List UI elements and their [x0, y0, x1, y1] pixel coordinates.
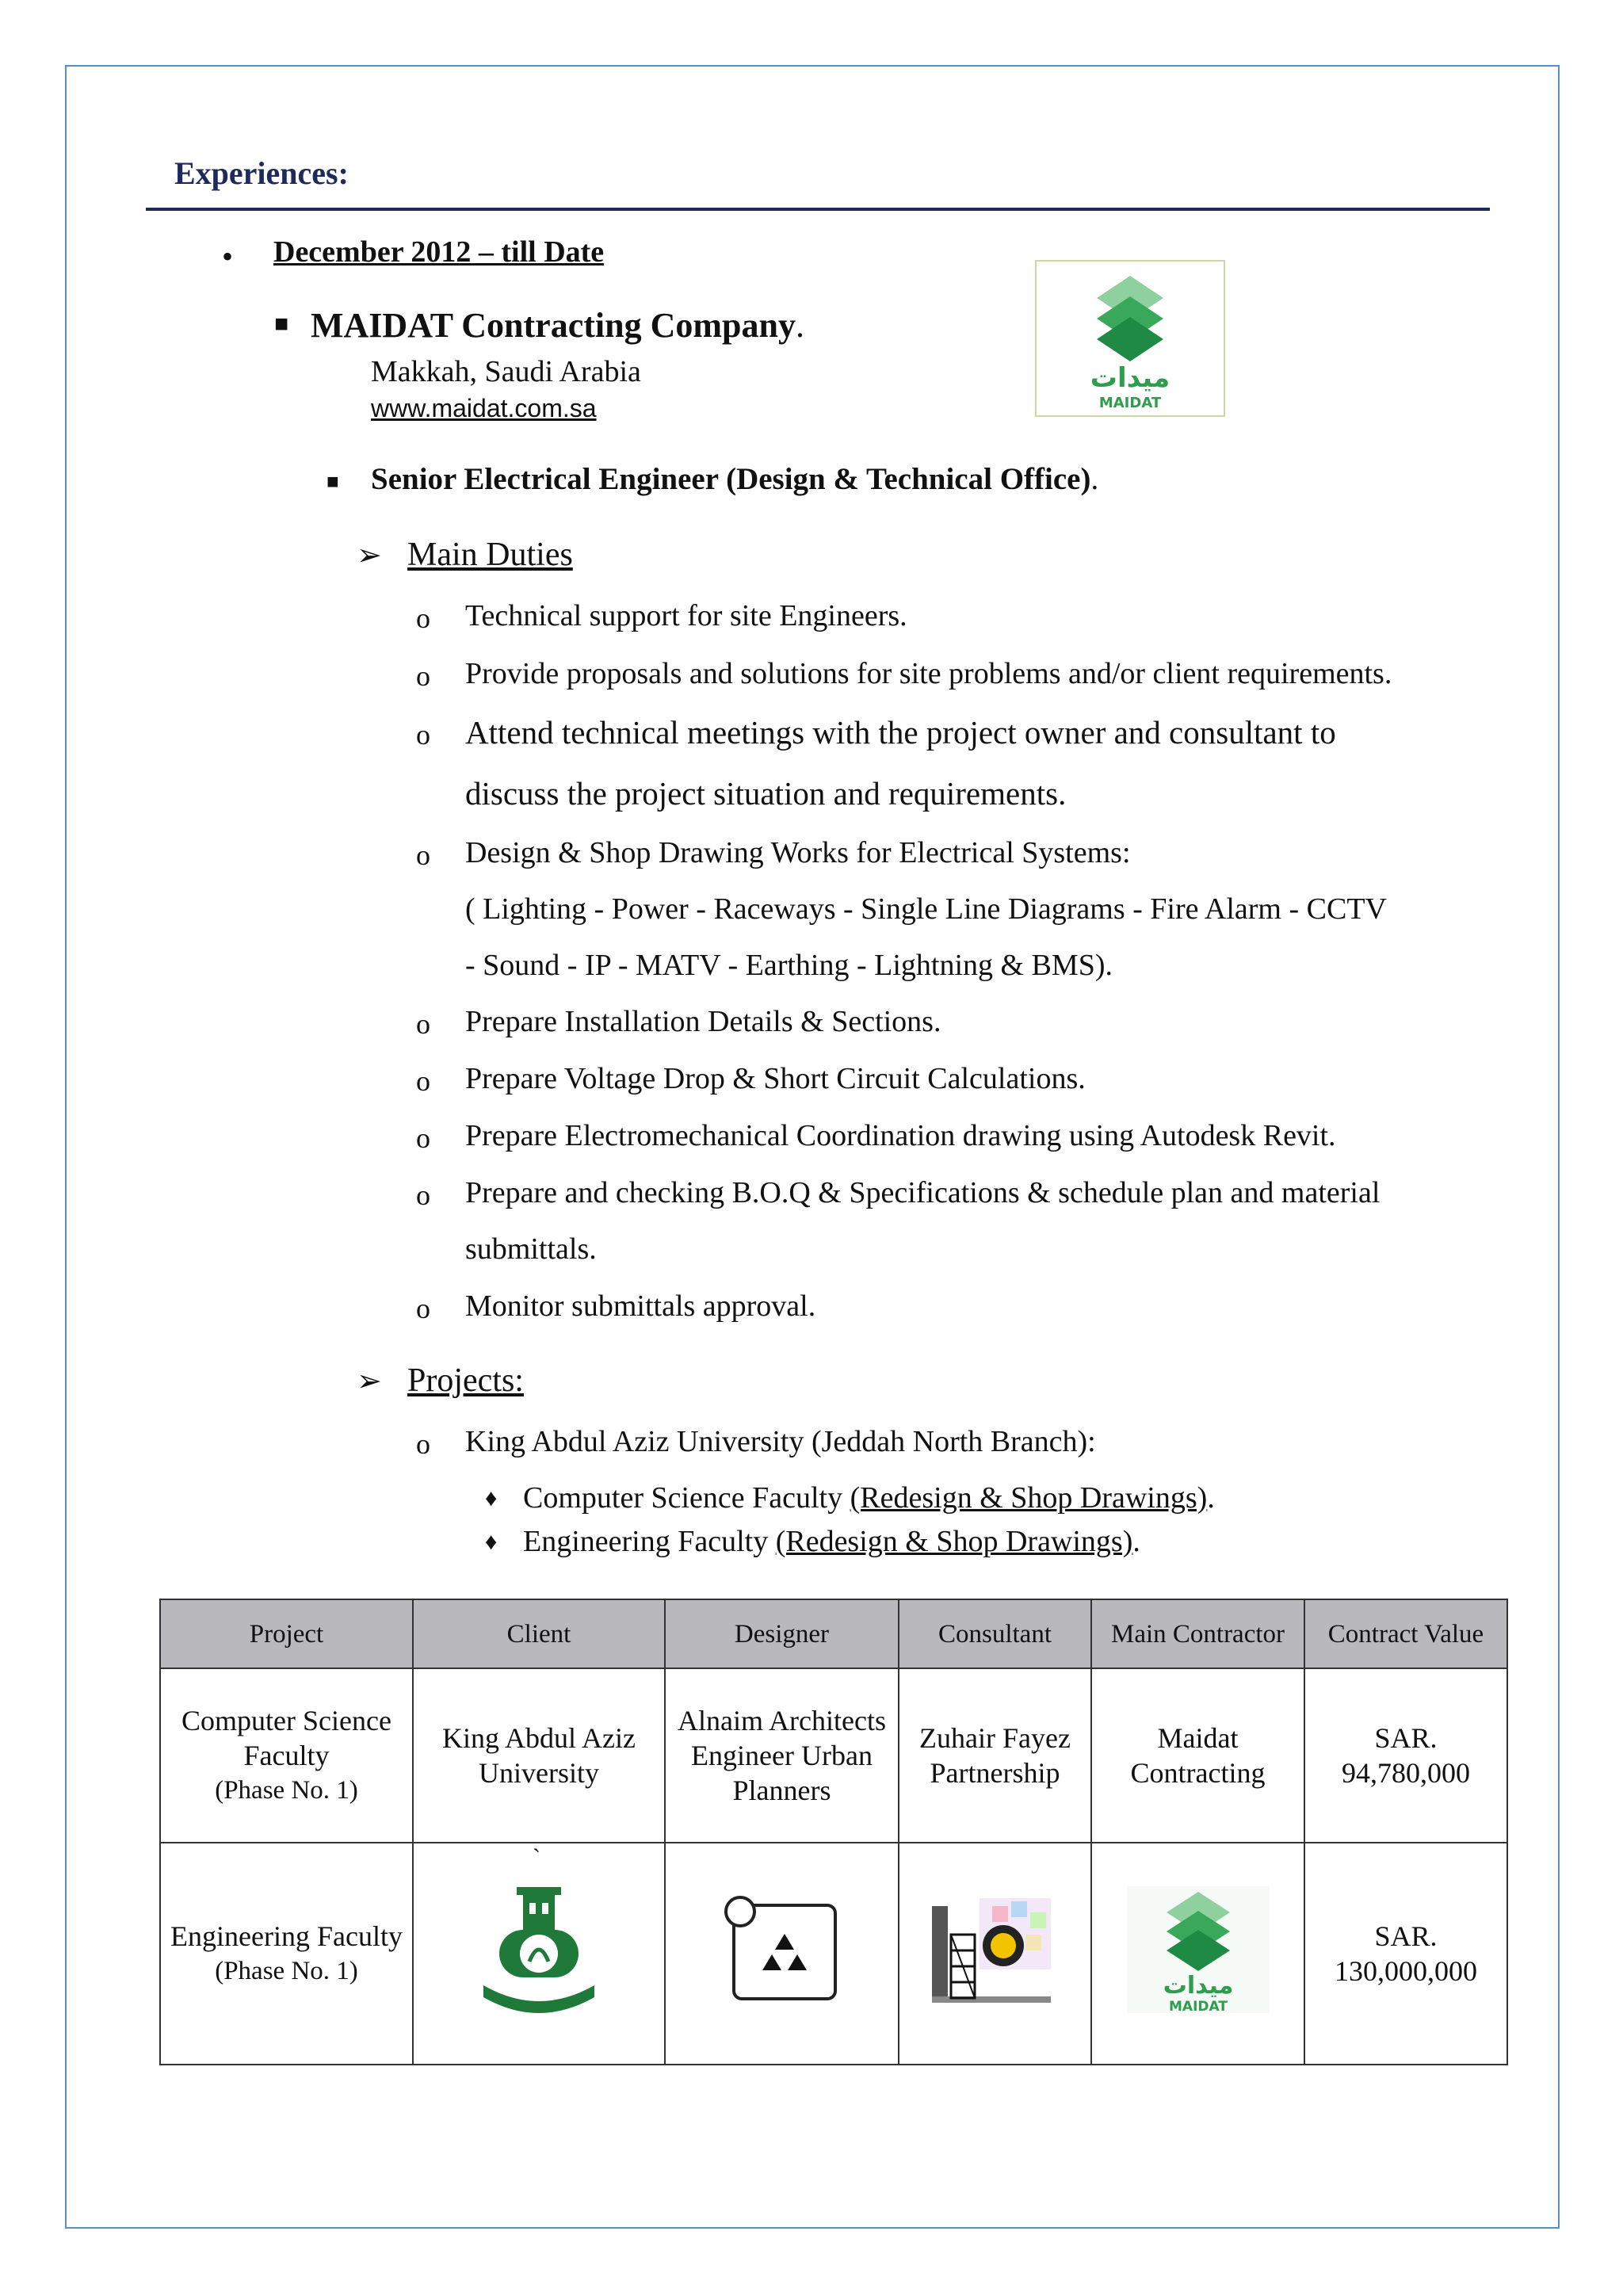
column-header: Client: [413, 1599, 665, 1668]
logo-arabic-text: ميدات: [1090, 362, 1170, 394]
diamond-bullet-icon: ♦: [485, 1485, 498, 1511]
client-logo-cell: [413, 1843, 665, 2065]
maidat-table-logo: [1123, 1882, 1274, 2017]
svg-text:ميدات: ميدات: [1163, 1972, 1233, 2000]
table-row: [160, 1843, 1507, 2065]
circle-bullet-icon: o: [416, 1122, 430, 1154]
table-row: [160, 1668, 1507, 1843]
maidat-logo-graphic: [1037, 262, 1224, 415]
contractor-cell: Maidat Contracting: [1091, 1668, 1304, 1843]
company-name-line: [311, 305, 804, 346]
column-header: Contract Value: [1304, 1599, 1507, 1668]
duty-item-continued: discuss the project situation and requirements.: [465, 775, 1067, 812]
column-header: Designer: [665, 1599, 899, 1668]
circle-bullet-icon: o: [416, 1065, 430, 1097]
section-divider: [146, 208, 1490, 211]
project-sub-item: Computer Science Faculty (Redesign & Shop Drawings).: [523, 1481, 1215, 1515]
duty-item: Provide proposals and solutions for site problems and/or client requirements.: [465, 657, 1392, 690]
company-location: Makkah, Saudi Arabia: [371, 355, 641, 388]
company-name: MAIDAT Contracting Company: [311, 306, 796, 345]
circle-bullet-icon: o: [416, 1008, 430, 1040]
circle-bullet-icon: o: [416, 1428, 430, 1460]
circle-bullet-icon: o: [416, 1179, 430, 1211]
consultant-logo-cell: [899, 1843, 1091, 2065]
diamond-bullet-icon: ♦: [485, 1529, 498, 1555]
duty-item: Prepare Installation Details & Sections.: [465, 1005, 941, 1038]
square-bullet-icon: ■: [274, 311, 289, 337]
stray-mark: `: [533, 1844, 540, 1870]
projects-heading: Projects:: [407, 1362, 524, 1399]
designer-cell: Alnaim Architects Engineer Urban Planners: [665, 1668, 899, 1843]
section-title: Experiences:: [174, 155, 349, 191]
contractor-logo-cell: [1091, 1843, 1304, 2065]
circle-bullet-icon: o: [416, 719, 430, 751]
square-bullet-icon: ■: [327, 470, 339, 493]
consultant-cell: Zuhair Fayez Partnership: [899, 1668, 1091, 1843]
logo-text: MAIDAT: [1098, 395, 1162, 411]
company-suffix: .: [795, 306, 804, 345]
circle-bullet-icon: o: [416, 1293, 430, 1324]
project-sub-item: Engineering Faculty (Redesign & Shop Drawings).: [523, 1525, 1140, 1558]
svg-text:MAIDAT: MAIDAT: [1168, 1999, 1228, 2015]
bullet-dot-icon: •: [222, 239, 234, 274]
duty-item: Prepare Electromechanical Coordination drawing using Autodesk Revit.: [465, 1119, 1336, 1152]
duty-item: Design & Shop Drawing Works for Electrical Systems:: [465, 836, 1131, 869]
table-header-row: [160, 1599, 1507, 1668]
client-cell: King Abdul Aziz University: [413, 1668, 665, 1843]
projects-table: [159, 1599, 1508, 2065]
designer-logo-cell: [665, 1843, 899, 2065]
job-position: Senior Electrical Engineer (Design & Technical Office): [371, 462, 1091, 496]
circle-bullet-icon: o: [416, 839, 430, 871]
circle-bullet-icon: o: [416, 660, 430, 692]
consultant-logo: [924, 1890, 1067, 2009]
column-header: Main Contractor: [1091, 1599, 1304, 1668]
circle-bullet-icon: o: [416, 602, 430, 634]
job-date-range: December 2012 – till Date: [273, 235, 605, 269]
value-cell: SAR. 94,780,000: [1304, 1668, 1507, 1843]
duty-item: Prepare and checking B.O.Q & Specifications & schedule plan and material: [465, 1176, 1381, 1209]
column-header: Consultant: [899, 1599, 1091, 1668]
project-cell: Engineering Faculty (Phase No. 1): [160, 1843, 413, 2065]
duty-item: Technical support for site Engineers.: [465, 599, 907, 632]
duty-item-continued: ( Lighting - Power - Raceways - Single Line Diagrams - Fire Alarm - CCTV: [465, 892, 1387, 926]
designer-logo: [723, 1894, 842, 2005]
company-website[interactable]: www.maidat.com.sa: [371, 394, 597, 422]
maidat-logo: [1035, 260, 1225, 417]
job-position-line: [371, 461, 1098, 497]
value-cell: SAR. 130,000,000: [1304, 1843, 1507, 2065]
project-cell: Computer Science Faculty (Phase No. 1): [160, 1668, 413, 1843]
arrow-bullet-icon: ➢: [357, 539, 382, 572]
column-header: Project: [160, 1599, 413, 1668]
duty-item-continued: submittals.: [465, 1232, 597, 1266]
duty-item: Attend technical meetings with the project owner and consultant to: [465, 714, 1336, 751]
duty-item: Monitor submittals approval.: [465, 1289, 816, 1323]
kau-logo: [468, 1882, 610, 2017]
project-main: King Abdul Aziz University (Jeddah North Branch):: [465, 1425, 1096, 1458]
job-position-suffix: .: [1090, 462, 1099, 496]
duty-item-continued: - Sound - IP - MATV - Earthing - Lightning & BMS).: [465, 949, 1113, 982]
duty-item: Prepare Voltage Drop & Short Circuit Calculations.: [465, 1062, 1086, 1095]
duties-heading: Main Duties: [407, 537, 573, 573]
arrow-bullet-icon: ➢: [357, 1365, 382, 1398]
